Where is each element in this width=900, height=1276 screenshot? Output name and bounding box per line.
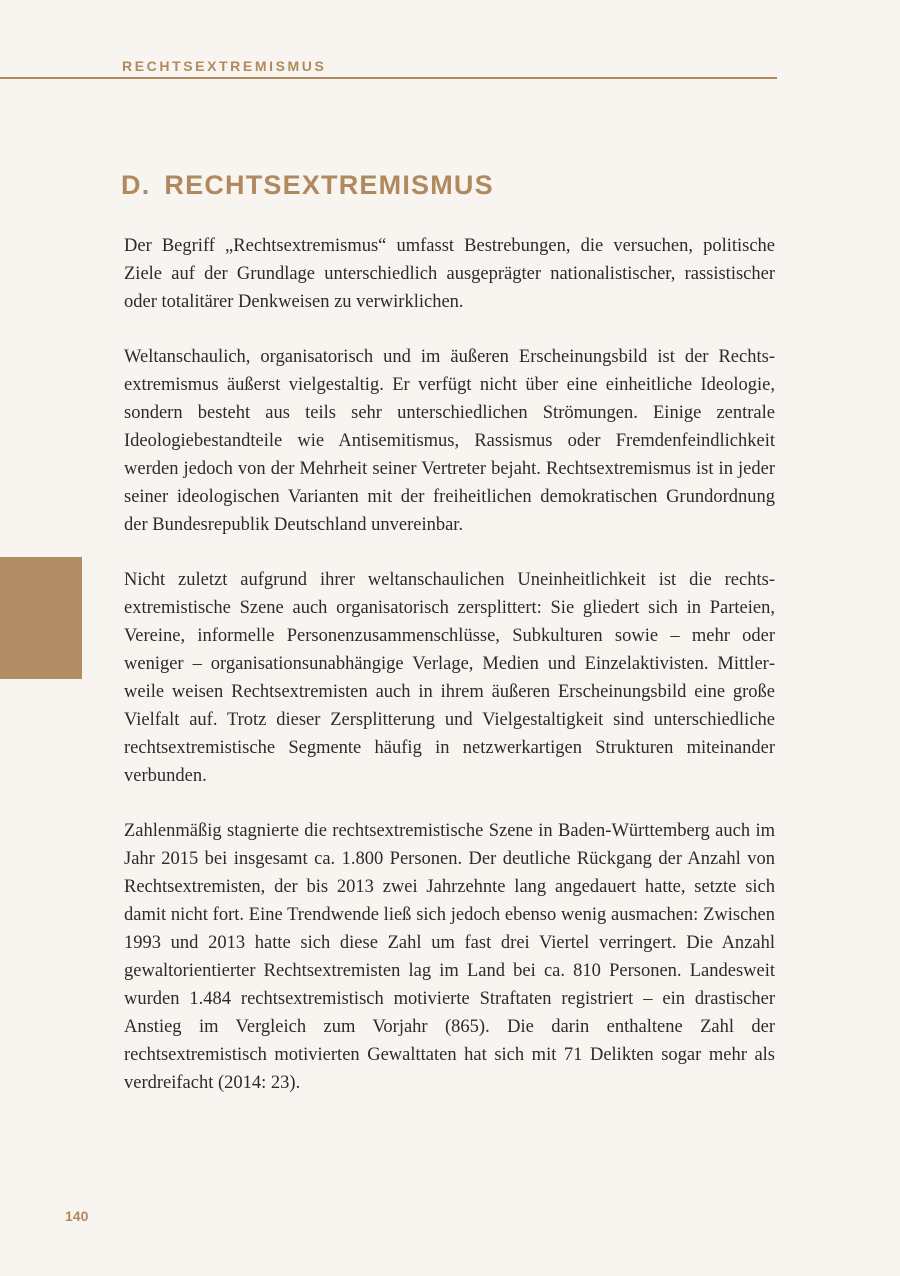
page-number: 140 <box>65 1208 89 1224</box>
chapter-title <box>121 170 494 201</box>
chapter-letter: D. <box>121 170 151 200</box>
paragraph-statistics: Zahlenmäßig stagnierte die rechtsextremistische Szene in Baden-Württemberg auch im Jahr 2015 bei insgesamt ca. 1.800 Personen. Der deutliche Rückgang der Anzahl von Rechtsextremisten, der bis 2013 zwei Jahrzehnte lang angedauert hatte, setzte sich damit nicht fort. Eine Trendwende ließ sich jedoch ebenso wenig ausmachen: Zwischen 1993 und 2013 hatte sich diese Zahl um fast drei Viertel verringert. Die Anzahl gewaltorientierter Rechtsextremisten lag im Land bei ca. 810 Personen. Landesweit wurden 1.484 rechtsextremistisch motivierte Straftaten registriert – ein drastischer Anstieg im Vergleich zum Vorjahr (865). Die darin enthaltene Zahl der rechtsextremistisch motivierten Gewalttaten hat sich mit 71 Delikten sogar mehr als verdreifacht (2014: 23). <box>124 821 775 1093</box>
paragraph-organisation: Nicht zuletzt aufgrund ihrer weltanschaulichen Uneinheitlichkeit ist die rechtsextremistische Szene auch organisatorisch zersplittert: Sie gliedert sich in Parteien, Vereine, informelle Personenzusammenschlüsse, Subkulturen sowie – mehr oder weniger – organisationsunabhängige Verlage, Medien und Einzelaktivisten. Mittlerweile weisen Rechtsextremisten auch in ihrem äußeren Erscheinungsbild eine große Vielfalt auf. Trotz dieser Zersplitterung und Vielgestaltigkeit sind unterschiedliche rechtsextremistische Segmente häufig in netzwerkartigen Strukturen miteinander verbunden. <box>124 570 775 786</box>
body-text <box>124 232 775 1124</box>
paragraph-ideology: Weltanschaulich, organisatorisch und im äußeren Erscheinungsbild ist der Rechtsextremismus äußerst vielgestaltig. Er verfügt nicht über eine einheitliche Ideologie, sondern besteht aus teils sehr unterschiedlichen Strömungen. Einige zentrale Ideologiebestandteile wie Antisemitismus, Rassismus oder Fremdenfeindlichkeit werden jedoch von der Mehrheit seiner Vertreter bejaht. Rechtsextremismus ist in jeder seiner ideologischen Varianten mit der freiheitlichen demokratischen Grundordnung der Bundesrepublik Deutschland unvereinbar. <box>124 347 775 535</box>
header-rule <box>0 77 777 79</box>
paragraph-definition: Der Begriff „Rechtsextremismus“ umfasst Bestrebungen, die versuchen, politische Ziele auf der Grundlage unterschiedlich ausgeprägter nationalistischer, rassistischer oder totalitärer Denkweisen zu verwirklichen. <box>124 236 775 312</box>
chapter-title-text: RECHTSEXTREMISMUS <box>164 170 494 200</box>
running-header-title: RECHTSEXTREMISMUS <box>122 58 327 74</box>
chapter-tab-marker <box>0 557 82 679</box>
